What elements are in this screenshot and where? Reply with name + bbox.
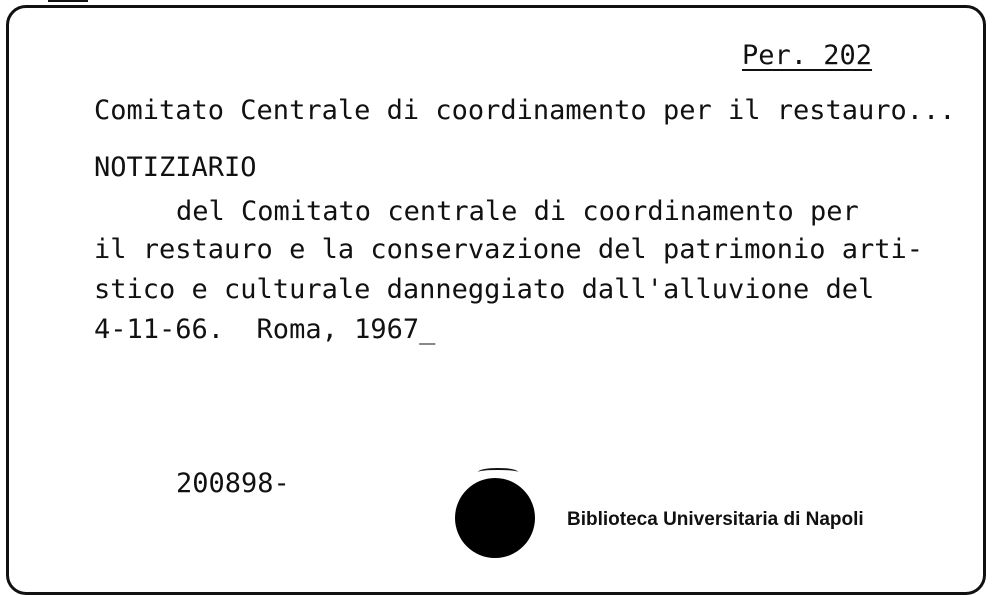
library-stamp: Biblioteca Universitaria di Napoli [567, 509, 864, 530]
shelfmark: Per. 202 [742, 40, 873, 71]
heading-entry: Comitato Centrale di coordinamento per il restauro... [94, 95, 956, 126]
description-line-3: stico e culturale danneggiato dall'alluvione del [94, 274, 875, 305]
punch-hole-mark [478, 468, 518, 476]
description-line-2: il restauro e la conservazione del patrimonio arti- [94, 234, 924, 265]
title: NOTIZIARIO [94, 152, 257, 183]
punch-hole [455, 478, 535, 558]
description-line-4: 4-11-66. Roma, 1967_ [94, 314, 436, 345]
description-line-1: del Comitato centrale di coordinamento per [176, 196, 859, 227]
top-pencil-mark [48, 0, 88, 7]
inventory-number: 200898- [176, 468, 290, 499]
